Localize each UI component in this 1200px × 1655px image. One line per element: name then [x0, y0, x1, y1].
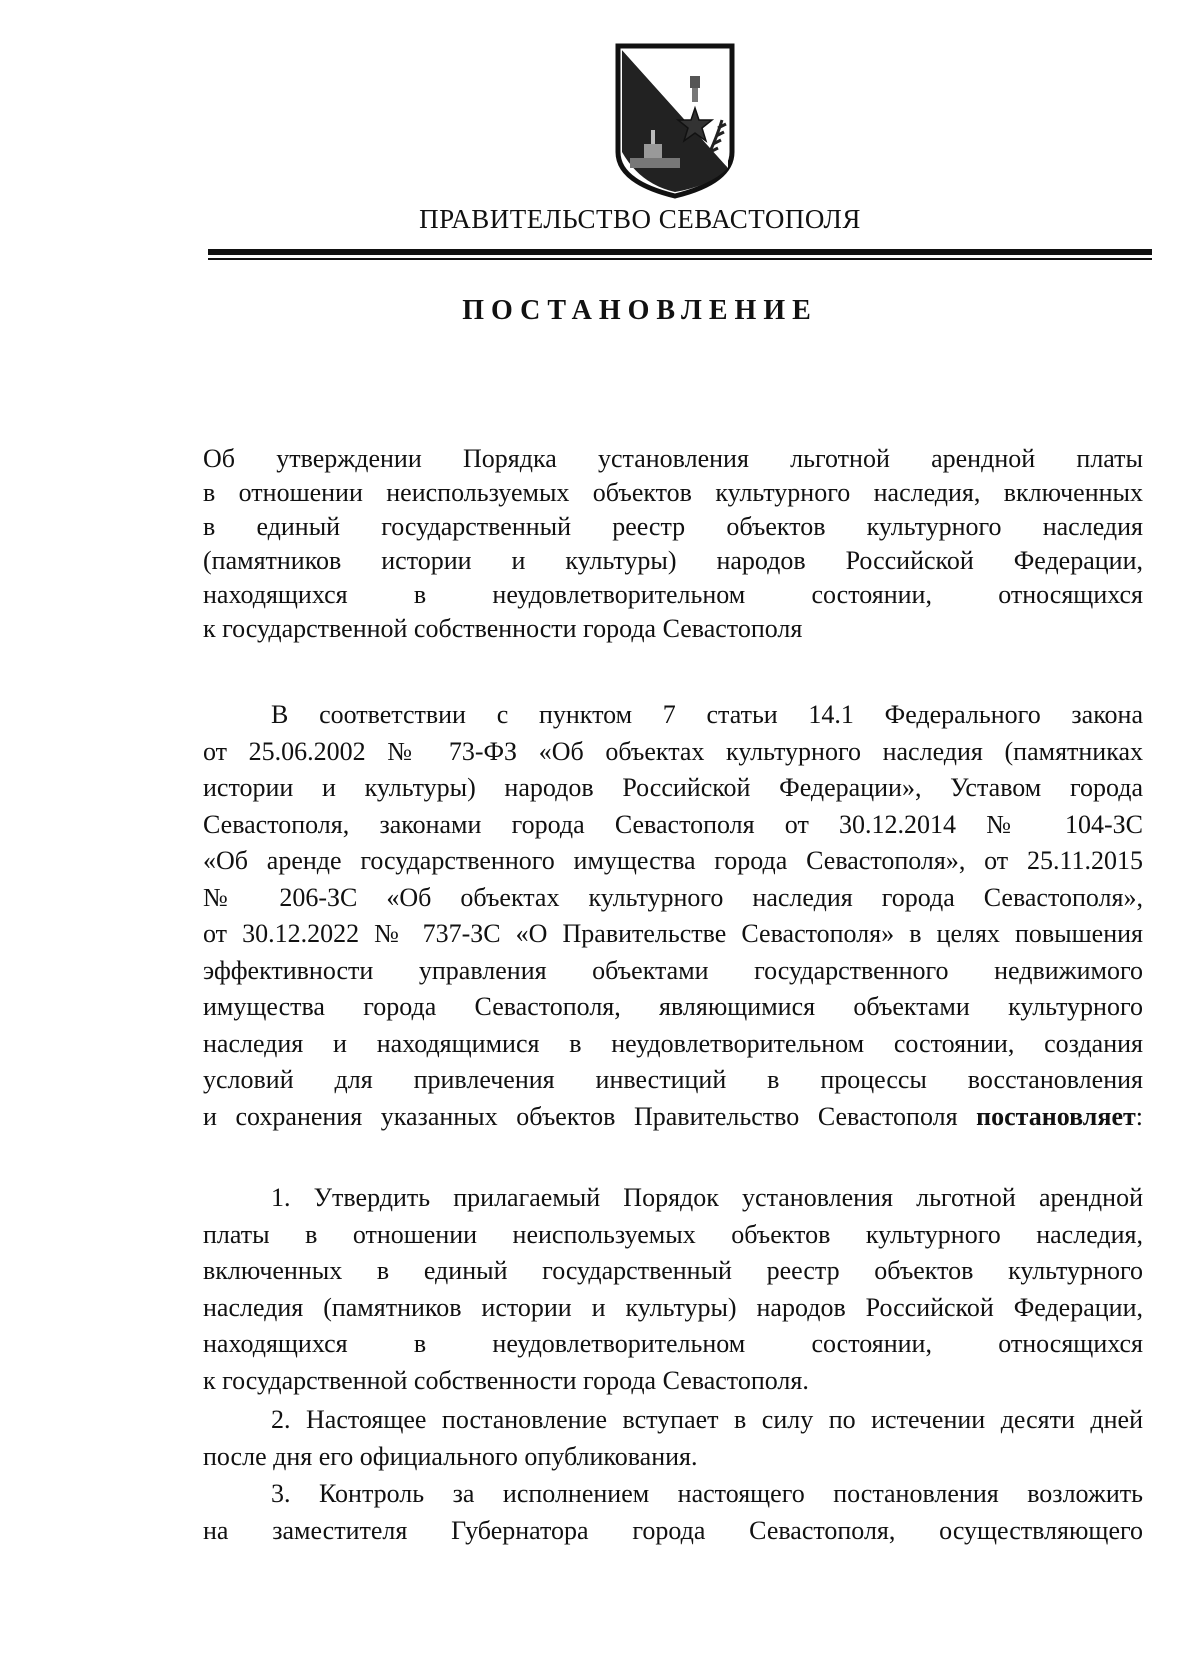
header-rule-thick [208, 249, 1152, 255]
item-1-paragraph [203, 1180, 1143, 1399]
sevastopol-coat-of-arms-icon [610, 40, 740, 200]
document-title [203, 442, 1143, 646]
preamble-final-text: и сохранения указанных объектов Правительство Севастополя [203, 1101, 977, 1131]
item-line: после дня его официального опубликования. [203, 1441, 698, 1471]
item-line: 2. Настоящее постановление вступает в силу по истечении десяти дней [271, 1405, 1143, 1434]
title-line: находящихся в неудовлетворительном состоянии, относящихся [203, 580, 1143, 609]
item-line: на заместителя Губернатора города Севастополя, осуществляющего [203, 1515, 1143, 1545]
title-line: Об утверждении Порядка установления льготной арендной платы [203, 444, 1143, 473]
title-line: (памятников истории и культуры) народов Российской Федерации, [203, 546, 1143, 575]
resolves-keyword: постановляет [976, 1101, 1136, 1131]
item-line: 3. Контроль за исполнением настоящего постановления возложить [271, 1479, 1143, 1508]
preamble-line: от 25.06.2002 № 73-ФЗ «Об объектах культурного наследия (памятниках [203, 736, 1143, 766]
item-2-paragraph [203, 1402, 1143, 1475]
preamble-line: имущества города Севастополя, являющимися объектами культурного [203, 992, 1143, 1021]
header-rule-thin [208, 258, 1152, 260]
preamble-line: наследия и находящимися в неудовлетворительном состоянии, создания [203, 1028, 1143, 1058]
item-line: платы в отношении неиспользуемых объектов культурного наследия, [203, 1219, 1143, 1249]
document-type: ПОСТАНОВЛЕНИЕ [462, 295, 818, 326]
preamble-line-final [203, 1099, 1143, 1136]
title-line: в отношении неиспользуемых объектов культурного наследия, включенных [203, 478, 1143, 507]
preamble-line: от 30.12.2022 № 737-ЗС «О Правительстве Севастополя» в целях повышения [203, 919, 1143, 948]
preamble-line: Севастополя, законами города Севастополя от 30.12.2014 № 104-ЗС [203, 809, 1143, 839]
preamble-line: условий для привлечения инвестиций в процессы восстановления [203, 1065, 1143, 1094]
title-line: в единый государственный реестр объектов культурного наследия [203, 512, 1143, 541]
preamble-line: «Об аренде государственного имущества города Севастополя», от 25.11.2015 [203, 846, 1143, 875]
item-line: включенных в единый государственный реестр объектов культурного [203, 1256, 1143, 1285]
preamble-final-colon: : [1135, 1101, 1143, 1131]
item-3-paragraph [203, 1476, 1143, 1549]
item-line: наследия (памятников истории и культуры) народов Российской Федерации, [203, 1292, 1143, 1322]
item-line: к государственной собственности города Севастополя. [203, 1365, 809, 1395]
preamble-line: В соответствии с пунктом 7 статьи 14.1 Федерального закона [271, 700, 1143, 729]
preamble-line: истории и культуры) народов Российской Федерации», Уставом города [203, 773, 1143, 802]
item-line: 1. Утвердить прилагаемый Порядок установления льготной арендной [271, 1183, 1143, 1212]
title-line: к государственной собственности города Севастополя [203, 614, 803, 643]
organization-name: ПРАВИТЕЛЬСТВО СЕВАСТОПОЛЯ [419, 204, 861, 234]
preamble-line: № 206-ЗС «Об объектах культурного наследия города Севастополя», [203, 882, 1143, 912]
preamble-line: эффективности управления объектами государственного недвижимого [203, 955, 1143, 985]
item-line: находящихся в неудовлетворительном состоянии, относящихся [203, 1329, 1143, 1358]
preamble-paragraph [203, 697, 1143, 1135]
